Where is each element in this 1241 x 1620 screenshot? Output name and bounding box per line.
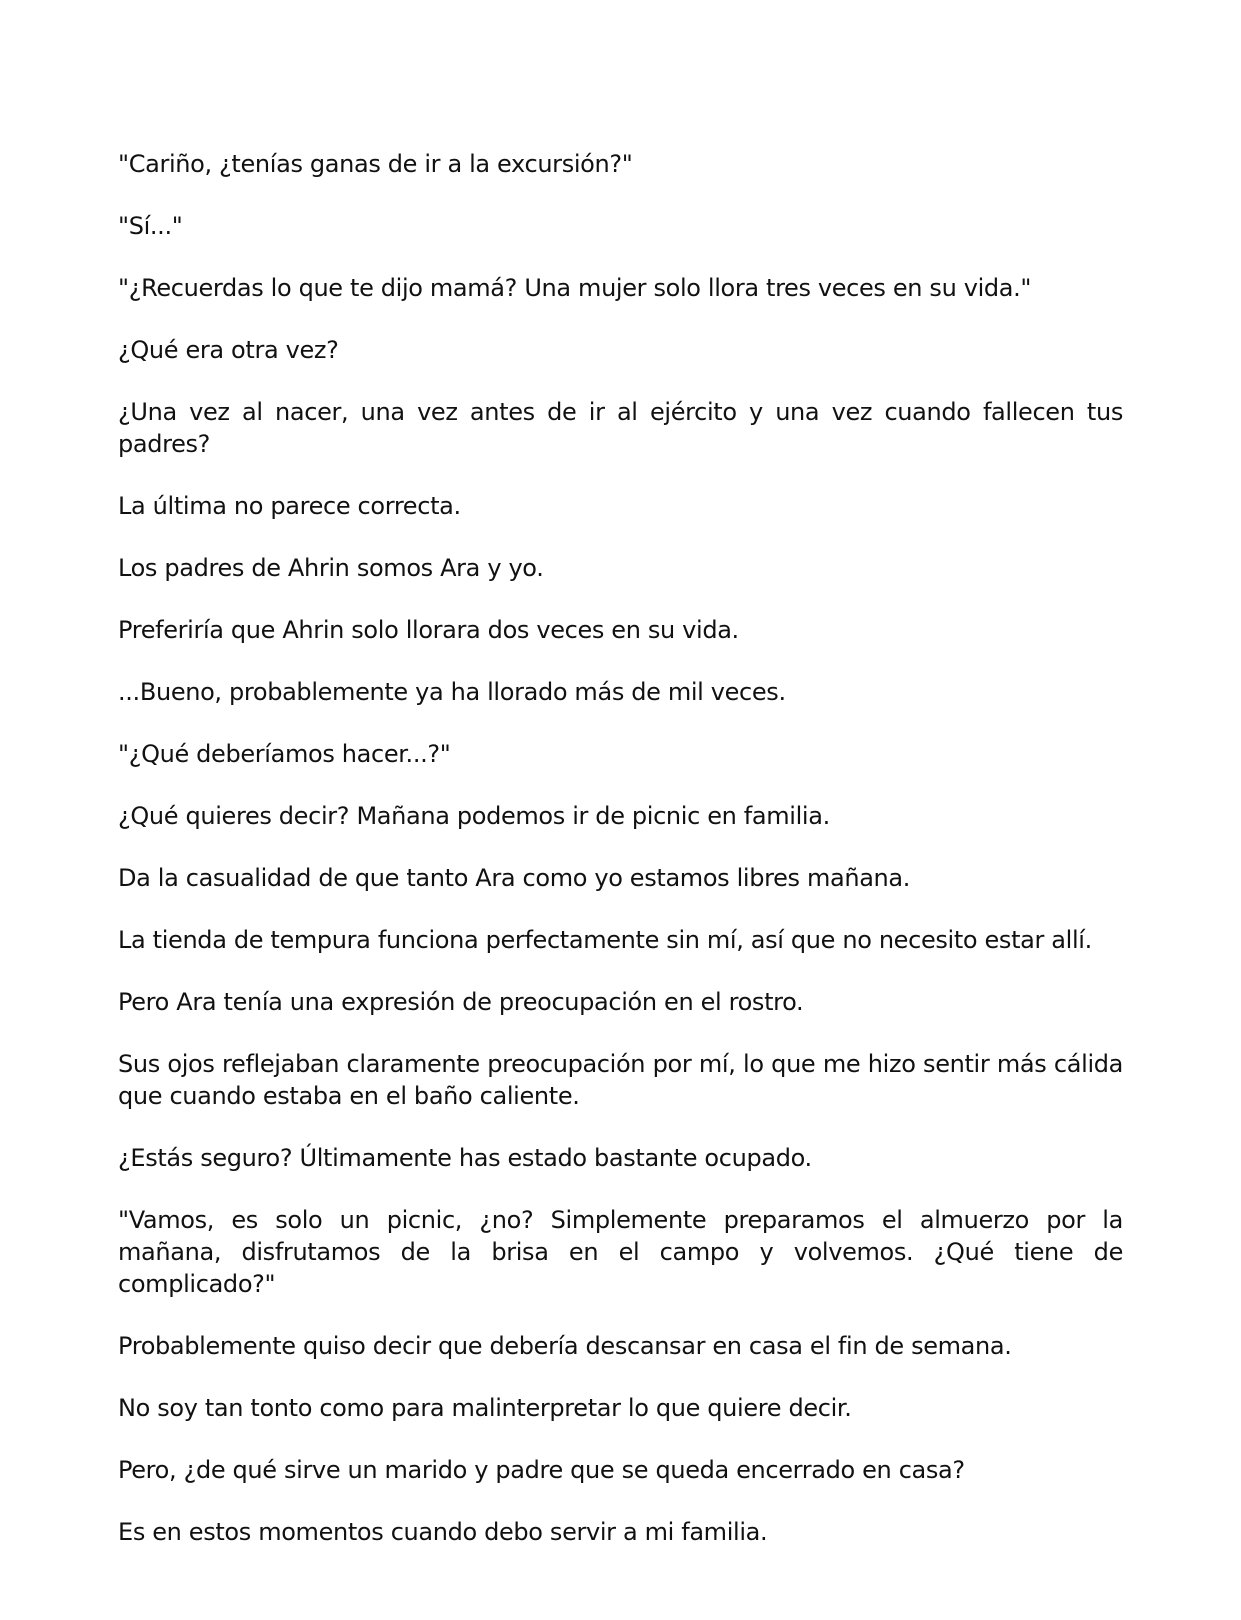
paragraph: ¿Qué quieres decir? Mañana podemos ir de picnic en familia. bbox=[118, 802, 830, 830]
paragraph: "Sí..." bbox=[118, 212, 183, 240]
paragraph: Da la casualidad de que tanto Ara como yo estamos libres mañana. bbox=[118, 864, 911, 892]
paragraph: Sus ojos reflejaban claramente preocupación por mí, lo que me hizo sentir más cálida que cuando estaba en el baño caliente. bbox=[118, 1050, 1123, 1110]
paragraph: "Cariño, ¿tenías ganas de ir a la excursión?" bbox=[118, 150, 633, 178]
paragraph: No soy tan tonto como para malinterpretar lo que quiere decir. bbox=[118, 1394, 852, 1422]
paragraph: "¿Recuerdas lo que te dijo mamá? Una mujer solo llora tres veces en su vida." bbox=[118, 274, 1032, 302]
paragraph: La última no parece correcta. bbox=[118, 492, 461, 520]
paragraph: Pero Ara tenía una expresión de preocupación en el rostro. bbox=[118, 988, 804, 1016]
paragraph: "¿Qué deberíamos hacer...?" bbox=[118, 740, 451, 768]
paragraph: ¿Una vez al nacer, una vez antes de ir al ejército y una vez cuando fallecen tus padres? bbox=[118, 398, 1123, 458]
paragraph: Los padres de Ahrin somos Ara y yo. bbox=[118, 554, 544, 582]
paragraph: Es en estos momentos cuando debo servir a mi familia. bbox=[118, 1518, 768, 1546]
paragraph: Pero, ¿de qué sirve un marido y padre que se queda encerrado en casa? bbox=[118, 1456, 965, 1484]
paragraph: "Vamos, es solo un picnic, ¿no? Simplemente preparamos el almuerzo por la mañana, disfrutamos de la brisa en el campo y volvemos. ¿Qué tiene de complicado?" bbox=[118, 1206, 1123, 1298]
paragraph: La tienda de tempura funciona perfectamente sin mí, así que no necesito estar allí. bbox=[118, 926, 1092, 954]
paragraph: ¿Qué era otra vez? bbox=[118, 336, 339, 364]
paragraph: Probablemente quiso decir que debería descansar en casa el fin de semana. bbox=[118, 1332, 1012, 1360]
paragraph: ...Bueno, probablemente ya ha llorado más de mil veces. bbox=[118, 678, 786, 706]
paragraph: Preferiría que Ahrin solo llorara dos veces en su vida. bbox=[118, 616, 739, 644]
paragraph: ¿Estás seguro? Últimamente has estado bastante ocupado. bbox=[118, 1144, 812, 1172]
